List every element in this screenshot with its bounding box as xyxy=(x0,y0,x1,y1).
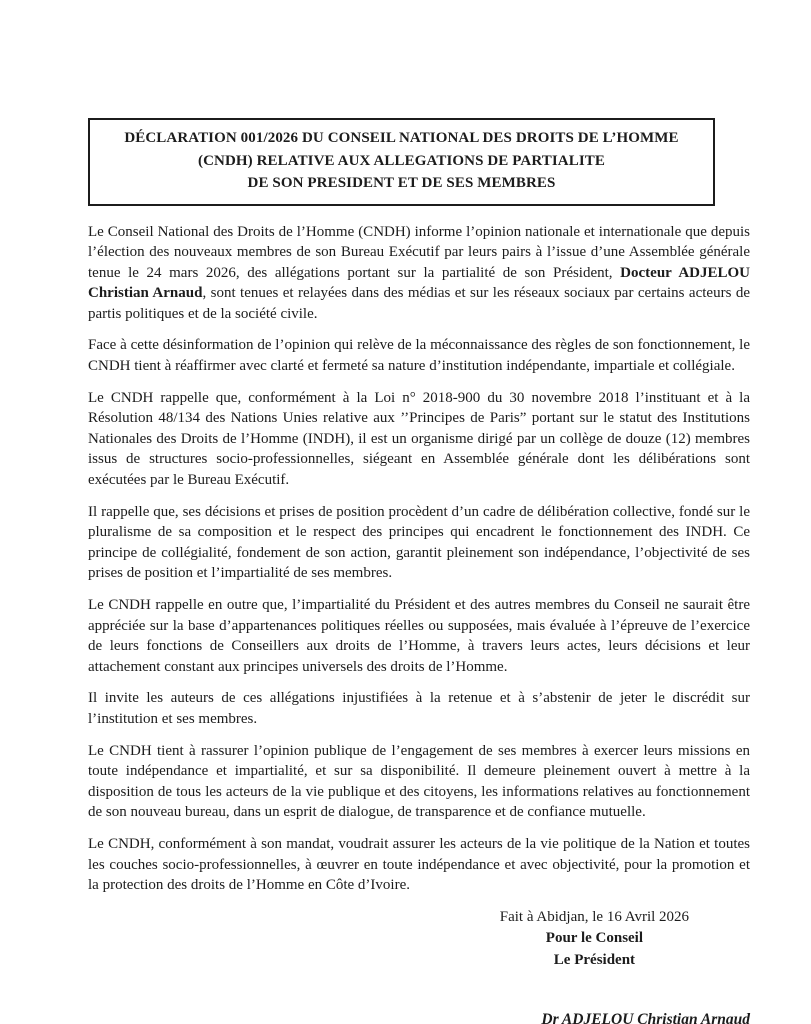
paragraph-2: Face à cette désinformation de l’opinion qui relève de la méconnaissance des règles de son fonctionnement, le CNDH tient à réaffirmer avec clarté et fermeté sa nature d’institution indépendante, impartiale et collégiale. xyxy=(88,337,750,375)
declaration-title-box xyxy=(88,118,715,206)
paragraph-1-tail: , sont tenues et relayées dans des médias et sur les réseaux sociaux par certains acteurs de partis politiques et de la société civile. xyxy=(88,285,750,322)
signature-name: Dr ADJELOU Christian Arnaud xyxy=(541,1011,750,1024)
declaration-body xyxy=(88,222,750,896)
paragraph-6: Il invite les auteurs de ces allégations injustifiées à la retenue et à s’abstenir de jeter le discrédit sur l’institution et ses membres. xyxy=(88,690,750,727)
title-line-3: DE SON PRESIDENT ET DE SES MEMBRES xyxy=(247,175,556,191)
place-date-line: Fait à Abidjan, le 16 Avril 2026 xyxy=(499,908,690,925)
paragraph-8: Le CNDH, conformément à son mandat, voudrait assurer les acteurs de la vie politique de la Nation et toutes les couches socio-professionnelles, à œuvrer en toute indépendance et avec objectivité, pour la promotion et la protection des droits de l’Homme en Côte d’Ivoire. xyxy=(88,835,750,894)
paragraph-1 xyxy=(88,222,750,325)
closing-block xyxy=(439,907,750,972)
title-line-1: DÉCLARATION 001/2026 DU CONSEIL NATIONAL DES DROITS DE L’HOMME xyxy=(124,130,679,146)
president-name-bold: Docteur ADJELOU Christian Arnaud xyxy=(88,264,750,302)
paragraph-7: Le CNDH tient à rassurer l’opinion publique de l’engagement de ses membres à exercer leurs missions en toute indépendance et impartialité, et sur sa disponibilité. Il demeure pleinement ouvert à mettre à la disposition de tous les acteurs de la vie publique et des citoyens, les informations relatives au fonctionnement de son nouveau bureau, dans un esprit de dialogue, de transparence et de confiance mutuelle. xyxy=(88,742,750,821)
title-line-2: (CNDH) RELATIVE AUX ALLEGATIONS DE PARTIALITE xyxy=(198,152,605,169)
paragraph-4: Il rappelle que, ses décisions et prises de position procèdent d’un cadre de délibération collective, fondé sur le pluralisme de sa composition et le respect des principes qui encadrent le fonctionnement des INDH. Ce principe de collégialité, fondement de son action, garantit pleinement son indépendance, l’objectivité de ses prises de position et l’impartialité de ses membres. xyxy=(88,503,750,582)
paragraph-5: Le CNDH rappelle en outre que, l’impartialité du Président et des autres membres du Conseil ne saurait être appréciée sur la base d’appartenances politiques réelles ou supposées, mais évaluée à l’épreuve de l’exercice de leurs fonctions de Conseillers aux droits de l’Homme, à travers leurs actes, leurs décisions et leur attachement constant aux principes universels des droits de l’Homme. xyxy=(88,597,750,675)
paragraph-3: Le CNDH rappelle que, conformément à la Loi n° 2018-900 du 30 novembre 2018 l’instituant et à la Résolution 48/134 des Nations Unies relative aux ’’Principes de Paris” portant sur le statut des Institutions Nationales des Droits de l’Homme (INDH), il est un organisme dirigé par un collège de douze (12) membres issus de structures socio-professionnelles, siégeant en Assemblée générale dont les délibérations sont exécutées par le Bureau Exécutif. xyxy=(88,389,750,489)
president-title-line: Le Président xyxy=(553,951,636,968)
for-council-line: Pour le Conseil xyxy=(545,930,644,947)
paragraph-1-lead: Le Conseil National des Droits de l’Homme (CNDH) informe l’opinion nationale et internationale que depuis l’élection des nouveaux membres de son Bureau Exécutif par leurs pairs à l’issue d’une Assemblée générale tenue le 24 mars 2026, des allégations portant sur la partialité de son Président, xyxy=(88,223,750,281)
signature-block xyxy=(88,1011,750,1024)
